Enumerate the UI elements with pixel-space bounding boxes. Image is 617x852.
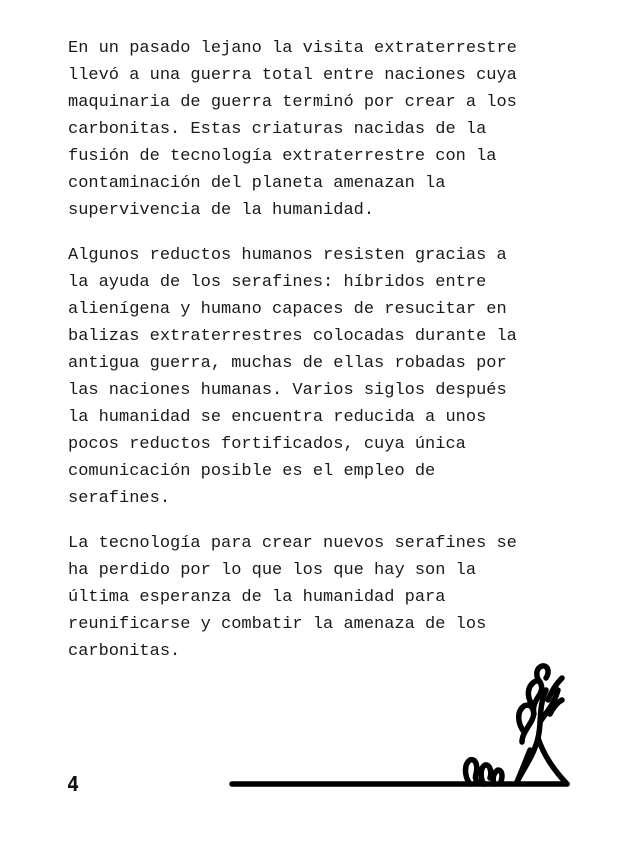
plant-sprout-icon <box>222 660 582 800</box>
page-number: 4 <box>67 772 80 796</box>
body-text <box>68 35 568 683</box>
paragraph-1: En un pasado lejano la visita extraterrestre llevó a una guerra total entre naciones cuya maquinaria de guerra terminó por crear a los carbonitas. Estas criaturas nacidas de la fusión de tecnología extraterrestre con la contaminación del planeta amenazan la supervivencia de la humanidad. <box>68 39 517 220</box>
paragraph-3: La tecnología para crear nuevos serafines se ha perdido por lo que los que hay son la última esperanza de la humanidad para reunificarse y combatir la amenaza de los carbonitas. <box>68 534 517 661</box>
paragraph-2: Algunos reductos humanos resisten gracias a la ayuda de los serafines: híbridos entre alienígena y humano capaces de resucitar en balizas extraterrestres colocadas durante la antigua guerra, muchas de ellas robadas por las naciones humanas. Varios siglos después la humanidad se encuentra reducida a unos pocos reductos fortificados, cuya única comunicación posible es el empleo de serafines. <box>68 246 517 508</box>
